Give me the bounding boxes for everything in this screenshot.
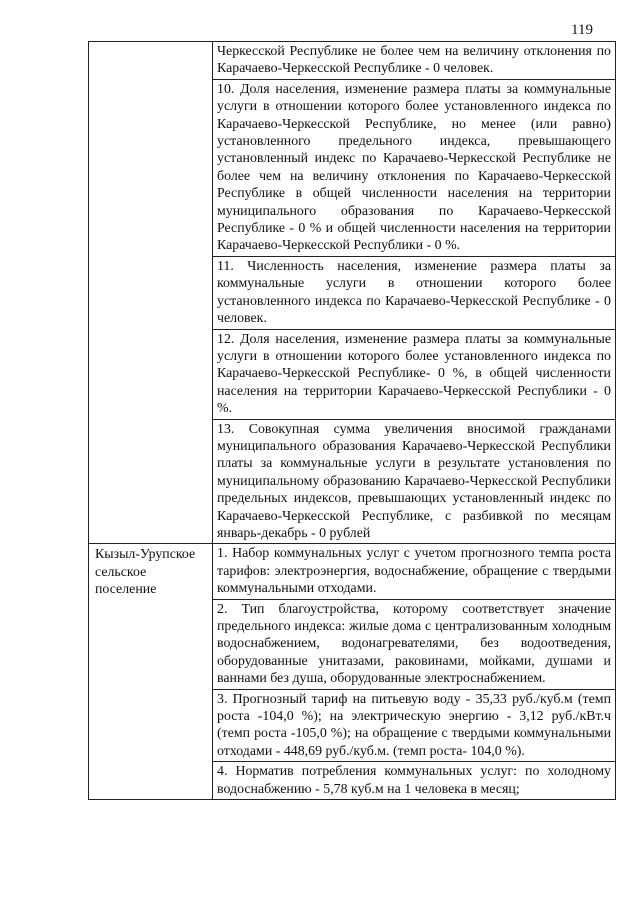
indicator-paragraph: 3. Прогнозный тариф на питьевую воду - 35,33 руб./куб.м (темп роста -104,0 %); на электрическую энергию - 3,12 руб./кВт.ч (темп роста -105,0 %); на обращение с твердыми коммунальными отходами - 448,69 руб./куб.м. (темп роста- 104,0 %). <box>213 690 615 763</box>
settlement-cell: Кызыл-Урупское сельское поселение <box>89 544 213 800</box>
indicator-paragraph: 1. Набор коммунальных услуг с учетом прогнозного темпа роста тарифов: электроэнергия, водоснабжение, обращение с твердыми коммунальными отходами. <box>213 544 615 599</box>
indicator-paragraph: 4. Норматив потребления коммунальных услуг: по холодному водоснабжению - 5,78 куб.м на 1 человека в месяц; <box>217 764 611 797</box>
page-number: 119 <box>571 22 593 38</box>
indicator-paragraph: Черкесской Республике не более чем на величину отклонения по Карачаево-Черкесской Республике - 0 человек. <box>213 42 615 80</box>
indicator-paragraph: 12. Доля населения, изменение размера платы за коммунальные услуги в отношении которого более установленного индекса по Карачаево-Черкесской Республике- 0 %, в общей численности населения на территории Карачаево-Черкесской Республики - 0 %. <box>213 330 615 420</box>
table-row <box>89 42 616 544</box>
settlement-cell <box>89 42 213 544</box>
indicator-paragraph: 2. Тип благоустройства, которому соответствует значение предельного индекса: жилые дома с централизованным холодным водоснабжением, водонагревателями, без водоотведения, оборудованные унитазами, раковинами, мойками, душами и ваннами без душа, оборудованные электроснабжением. <box>213 600 615 690</box>
indicator-paragraph: 10. Доля населения, изменение размера платы за коммунальные услуги в отношении которого более установленного индекса по Карачаево-Черкесской Республике, но менее (или равно) установленного предельного индекса, превышающего установленный индекс по Карачаево-Черкесской Республике не более чем на величину отклонения по Карачаево-Черкесской Республике в общей численности населения на территории муниципального образования по Карачаево-Черкесской Республике - 0 % и общей численности населения на территории Карачаево-Черкесской Республики - 0 %. <box>213 80 615 257</box>
indicators-table <box>88 41 616 800</box>
indicator-paragraph: 13. Совокупная сумма увеличения вносимой гражданами муниципального образования Карачаево-Черкесской Республики платы за коммунальные услуги в результате установления по муниципальному образованию Карачаево-Черкесской Республики предельных индексов, превышающих установленный индекс по Карачаево-Черкесской Республике, с разбивкой по месяцам январь-декабрь - 0 рублей <box>217 421 611 541</box>
table-row <box>89 544 616 800</box>
indicator-paragraph: 11. Численность населения, изменение размера платы за коммунальные услуги в отношении которого более установленного индекса по Карачаево-Черкесской Республике - 0 человек. <box>213 257 615 330</box>
indicators-cell <box>213 42 616 544</box>
indicators-cell <box>213 544 616 800</box>
